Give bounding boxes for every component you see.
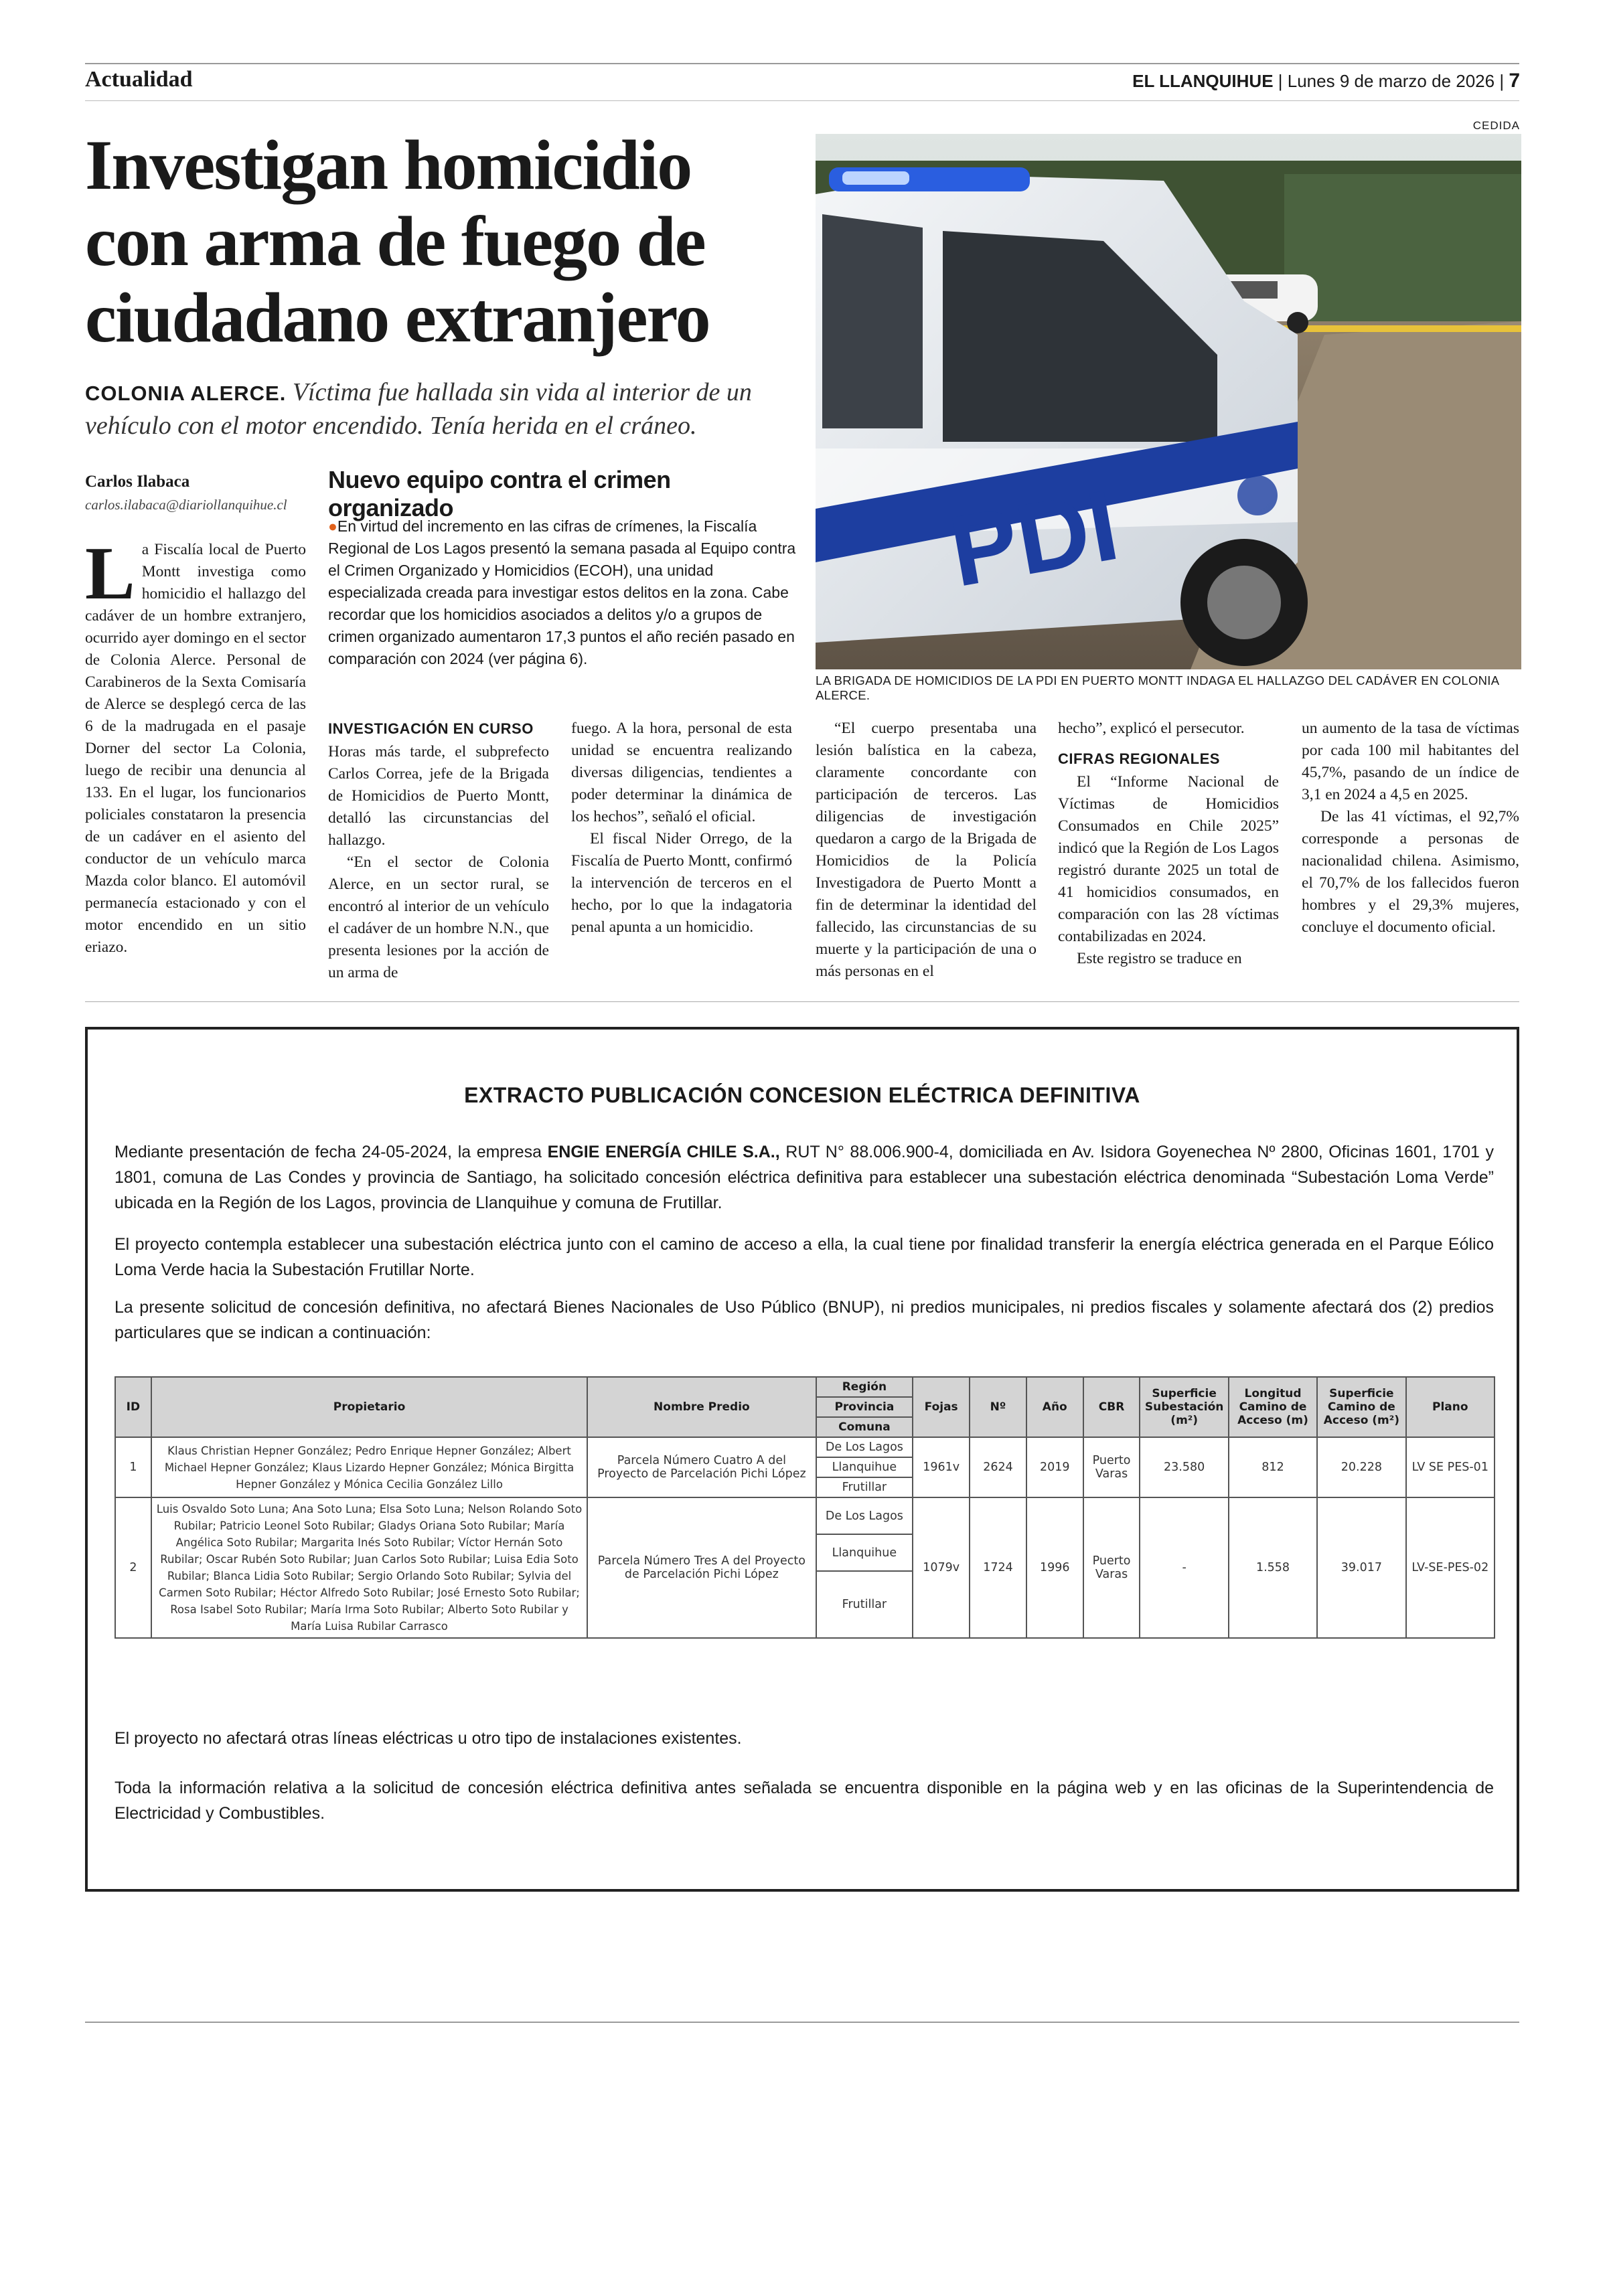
cell-num: 2624 [970,1437,1026,1497]
company-name: ENGIE ENERGÍA CHILE S.A., [547,1143,780,1161]
issue-date: Lunes 9 de marzo de 2026 [1287,71,1495,91]
cell-id: 1 [115,1437,151,1497]
th-predio: Nombre Predio [587,1377,816,1437]
column-5-paragraph: El “Informe Nacional de Víctimas de Homicidios Consumados en Chile 2025” indicó que la Región de Los Lagos registró durante 2025 un total de 41 homicidios consumados, en comparación con las 28 víctimas contabilizadas en 2024. [1058,773,1279,945]
column-3-paragraph: El fiscal Nider Orrego, de la Fiscalía de Puerto Montt, confirmó la intervención de terceros en el hecho, por lo que la indagatoria penal apunta a un homicidio. [571,830,792,936]
cell-predio: Parcela Número Tres A del Proyecto de Parcelación Pichi López [587,1497,816,1638]
article-column-3 [571,718,792,938]
column-2-paragraph: Horas más tarde, el subprefecto Carlos Correa, jefe de la Brigada de Homicidios de Puerto Montt, detalló las circunstancias del hallazgo. [328,743,549,849]
th-region: Región [816,1377,913,1397]
kicker-text: Víctima fue hallada sin vida al interior de un vehículo con el motor encendido. Tenía herida en el cráneo. [85,378,752,440]
cell-owner: Luis Osvaldo Soto Luna; Ana Soto Luna; Elsa Soto Luna; Nelson Rolando Soto Rubilar; Patricio Leonel Soto Rubilar; Gladys Oriana Soto Rubilar; María Angélica Soto Rubilar; Margarita Inés Soto Rubilar; Víctor Hernán Soto Rubilar; Oscar Rubén Soto Rubilar; Juan Carlos Soto Rubilar; Luisa Edia Soto Rubilar; Blanca Lidia Soto Rubilar; Sergio Orlando Soto Rubilar; Sylvia del Carmen Soto Rubilar; Héctor Alfredo Soto Rubilar; José Ernesto Soto Rubilar; Rosa Isabel Soto Rubilar; María Irma Soto Rubilar; Alberto Soto Rubilar y María Luisa Rubilar Carrasco [151,1497,588,1638]
cell-provincia: Llanquihue [816,1457,913,1477]
cell-predio: Parcela Número Cuatro A del Proyecto de Parcelación Pichi López [587,1437,816,1497]
cell-long: 812 [1229,1437,1317,1497]
box-text [328,515,797,670]
th-sup-sub: Superficie Subestación (m²) [1140,1377,1228,1437]
top-rule [85,63,1519,64]
notice-title: EXTRACTO PUBLICACIÓN CONCESION ELÉCTRICA DEFINITIVA [464,1083,1140,1107]
box-title: Nuevo equipo contra el crimen organizado [328,466,671,521]
cell-sup-sub: - [1140,1497,1228,1638]
article-photo [816,134,1521,669]
author-email: carlos.ilabaca@diariollanquihue.cl [85,497,287,513]
th-provincia: Provincia [816,1397,913,1417]
box-body: En virtud del incremento en las cifras de crímenes, la Fiscalía Regional de Los Lagos presentó la semana pasada al Equipo contra el Crimen Organizado y Homicidios (ECOH), una unidad especializada creada para investigar estos delitos en la zona. Cabe recordar que los homicidios asociados a delitos y/o a grupos de crimen organizado aumentaron 17,3 puntos el año recién pasado en comparación con 2024 (ver página 6). [328,517,796,667]
headline: Investigan homicidio con arma de fuego de ciudadano extranjero [85,126,710,357]
cell-anio: 2019 [1026,1437,1083,1497]
cell-region: De Los Lagos [816,1497,913,1534]
column-6-paragraph: un aumento de la tasa de víctimas por cada 100 mil habitantes del 45,7%, pasando de un índice de 3,1 en 2024 a 4,5 en 2025. [1302,720,1519,803]
th-num: Nº [970,1377,1026,1437]
properties-table [114,1376,1495,1639]
notice-paragraph [114,1139,1494,1216]
subhead-investigacion: INVESTIGACIÓN EN CURSO [328,720,534,737]
th-comuna: Comuna [816,1417,913,1437]
notice-paragraph: La presente solicitud de concesión definitiva, no afectará Bienes Nacionales de Uso Público (BNUP), ni predios municipales, ni predios fiscales y solamente afectará dos (2) predios particulares que se indican a continuación: [114,1298,1494,1342]
cell-cbr: Puerto Varas [1083,1437,1140,1497]
th-owner: Propietario [151,1377,588,1437]
column-4-paragraph: “El cuerpo presentaba una lesión balística en la cabeza, claramente concordante con participación de terceros. Las diligencias de investigación quedaron a cargo de la Brigada de Homicidios de la Policía Investigadora de Puerto Montt a fin de determinar la identidad del fallecido, las circunstancias de su muerte y la participación de una o más personas en el [816,720,1037,980]
cell-sup-cam: 39.017 [1317,1497,1405,1638]
th-long: Longitud Camino de Acceso (m) [1229,1377,1317,1437]
column-5-paragraph: Este registro se traduce en [1077,950,1242,967]
article-column-1 [85,532,306,959]
photo-caption: LA BRIGADA DE HOMICIDIOS DE LA PDI EN PUERTO MONTT INDAGA EL HALLAZGO DEL CADÁVER EN COLONIA ALERCE. [816,673,1499,702]
notice-paragraph: El proyecto no afectará otras líneas eléctricas u otro tipo de instalaciones existentes. [114,1729,742,1748]
article-column-2 [328,718,549,984]
article-column-6 [1302,718,1519,938]
notice-text: RUT N° 88.006.900-4, domiciliada en Av. Isidora Goyenechea Nº 2800, Oficinas 1601, 1701 y 1801, comuna de Las Condes y provincia de Santiago, ha solicitado concesión eléctrica definitiva para establecer una subestación eléctrica denominada “Subestación Loma Verde” ubicada en la Región de los Lagos, provincia de Llanquihue y comuna de Frutillar. [114,1143,1494,1212]
header-rule [85,100,1519,101]
cell-num: 1724 [970,1497,1026,1638]
column-3-paragraph: fuego. A la hora, personal de esta unidad se encuentra realizando diversas diligencias, tendientes a poder determinar la dinámica de los hechos”, señaló el oficial. [571,720,792,825]
kicker-place: COLONIA ALERCE. [85,382,287,405]
page-number: 7 [1509,70,1520,92]
th-plano: Plano [1406,1377,1495,1437]
cell-fojas: 1079v [913,1497,970,1638]
cell-comuna: Frutillar [816,1477,913,1497]
cell-sup-sub: 23.580 [1140,1437,1228,1497]
pdi-text: PDI [941,468,1126,608]
dropcap: L [85,532,135,615]
th-fojas: Fojas [913,1377,970,1437]
subhead-cifras: CIFRAS REGIONALES [1058,750,1220,767]
article-column-5 [1058,718,1279,970]
paper-name: EL LLANQUIHUE [1132,71,1274,91]
cell-cbr: Puerto Varas [1083,1497,1140,1638]
masthead: EL LLANQUIHUE | Lunes 9 de marzo de 2026 | 7 [1132,70,1520,92]
notice-text: Mediante presentación de fecha 24-05-2024, la empresa [114,1143,548,1161]
table-row [115,1437,1495,1457]
article-end-rule [85,1001,1519,1002]
cell-sup-cam: 20.228 [1317,1437,1405,1497]
th-anio: Año [1026,1377,1083,1437]
cell-long: 1.558 [1229,1497,1317,1638]
cell-owner: Klaus Christian Hepner González; Pedro Enrique Hepner González; Albert Michael Hepner González; Klaus Lizardo Hepner González; Mónica Birgitta Hepner González y Mónica Cecilia González Lillo [151,1437,588,1497]
cell-id: 2 [115,1497,151,1638]
notice-paragraph: El proyecto contempla establecer una subestación eléctrica junto con el camino de acceso a ella, la cual tiene por finalidad transferir la energía eléctrica generada en el Parque Eólico Loma Verde hacia la Subestación Frutillar Norte. [114,1235,1494,1279]
column-2-paragraph: “En el sector de Colonia Alerce, en un sector rural, se encontró al interior de un vehículo el cadáver de un hombre N.N., que presenta lesiones por la acción de un arma de [328,853,549,981]
th-sup-cam: Superficie Camino de Acceso (m²) [1317,1377,1405,1437]
author-name: Carlos Ilabaca [85,473,190,491]
article-column-4 [816,718,1037,983]
column-6-paragraph: De las 41 víctimas, el 92,7% corresponde a personas de nacionalidad chilena. Asimismo, el 70,7% de los fallecidos fueron hombres y el 29,3% mujeres, concluye el documento oficial. [1302,808,1519,936]
th-cbr: CBR [1083,1377,1140,1437]
cell-region: De Los Lagos [816,1437,913,1457]
kicker [85,376,795,442]
cell-anio: 1996 [1026,1497,1083,1638]
section-label: Actualidad [85,67,193,92]
cell-plano: LV-SE-PES-02 [1406,1497,1495,1638]
column-1-text: a Fiscalía local de Puerto Montt investiga como homicidio el hallazgo del cadáver de un hombre extranjero, ocurrido ayer domingo en el sector de Colonia Alerce. Personal de Carabineros de la Sexta Comisaría de Alerce se desplegó cerca de las 6 de la madrugada en el pasaje Dorner del sector La Colonia, luego de recibir una denuncia al 133. En el lugar, los funcionarios policiales constataron la presencia de un cadáver en el asiento del conductor de un vehículo marca Mazda color blanco. El automóvil permanecía estacionado y con el motor encendido en un sitio eriazo. [85,541,306,956]
cell-plano: LV SE PES-01 [1406,1437,1495,1497]
police-car-photo [816,134,1521,669]
cell-provincia: Llanquihue [816,1534,913,1571]
photo-credit: CEDIDA [1472,119,1520,132]
cell-comuna: Frutillar [816,1571,913,1638]
cell-fojas: 1961v [913,1437,970,1497]
table-row [115,1497,1495,1534]
notice-paragraph: Toda la información relativa a la solicitud de concesión eléctrica definitiva antes señalada se encuentra disponible en la página web y en las oficinas de la Superintendencia de Electricidad y Combustibles. [114,1779,1494,1823]
bullet-icon: ● [328,517,337,535]
th-id: ID [115,1377,151,1437]
column-5-paragraph: hecho”, explicó el persecutor. [1058,720,1245,737]
bottom-rule [85,2022,1519,2023]
legal-notice [85,1027,1519,1892]
